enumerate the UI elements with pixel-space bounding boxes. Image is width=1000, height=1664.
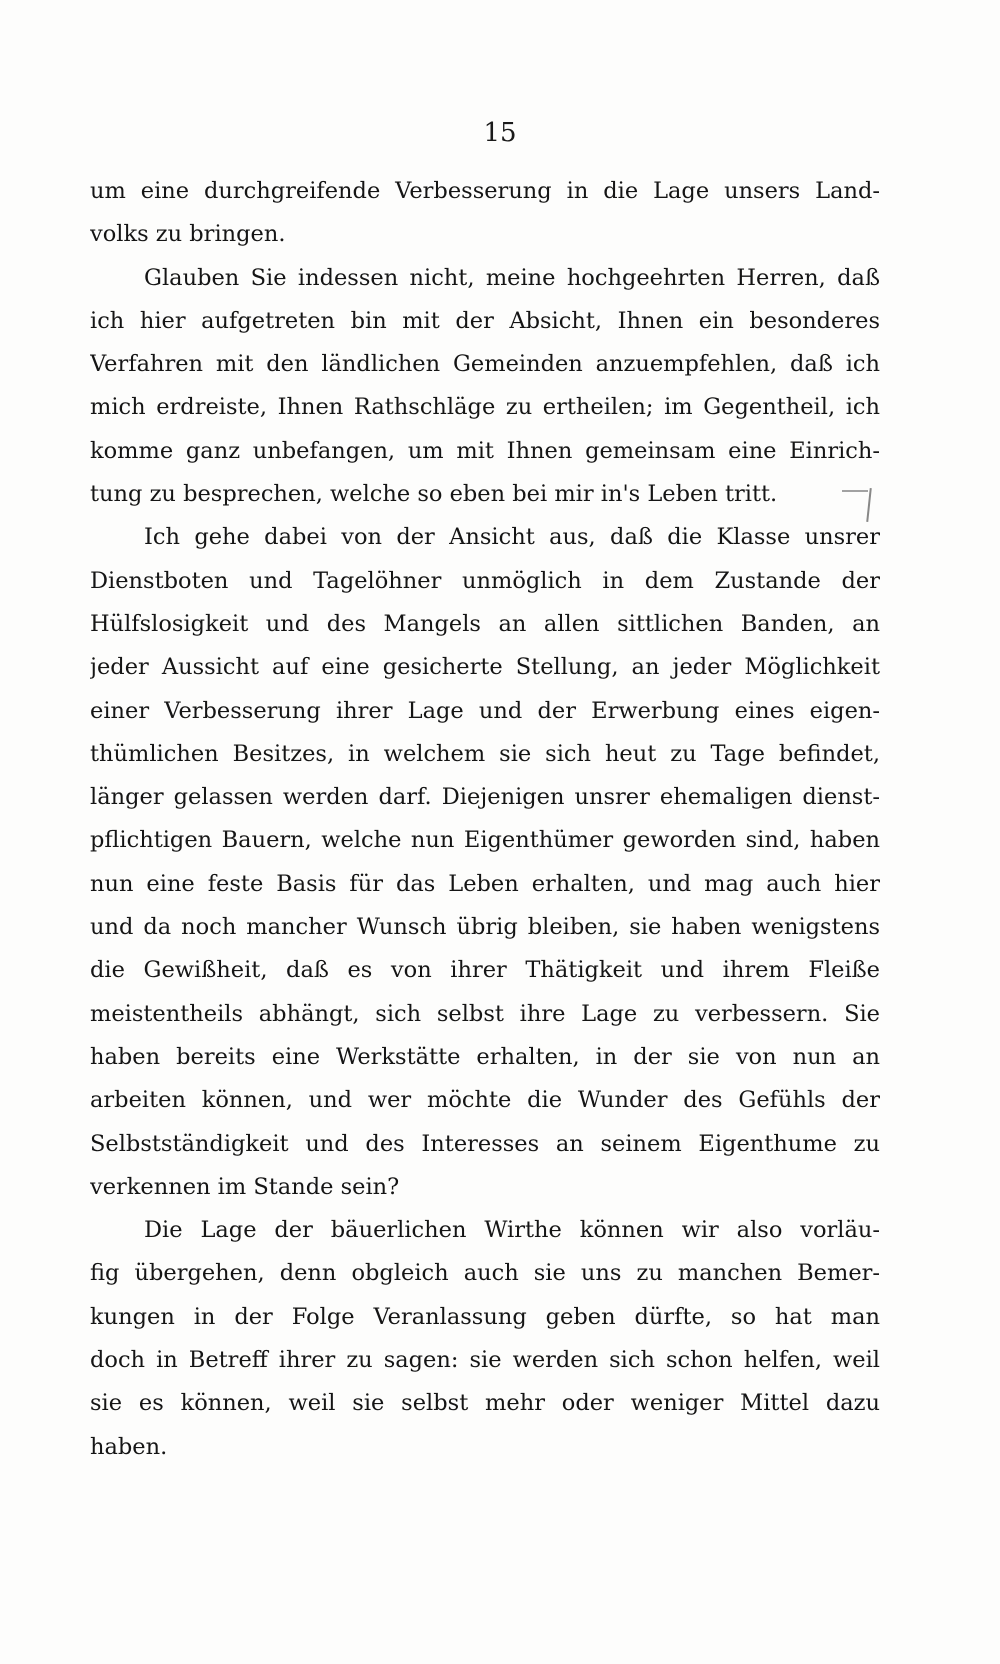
text-line: kungen in der Folge Veranlassung geben dürfte, so hat man xyxy=(90,1303,880,1330)
text-line: haben. xyxy=(90,1433,168,1460)
text-line: thümlichen Besitzes, in welchem sie sich heut zu Tage befindet, xyxy=(90,740,880,767)
text-line: komme ganz unbefangen, um mit Ihnen gemeinsam eine Einrich- xyxy=(90,437,880,464)
text-line: um eine durchgreifende Verbesserung in die Lage unsers Land- xyxy=(90,178,880,204)
text-line: die Gewißheit, daß es von ihrer Thätigkeit und ihrem Fleiße xyxy=(90,957,880,984)
text-line: pflichtigen Bauern, welche nun Eigenthümer geworden sind, haben xyxy=(90,827,880,854)
text-line: arbeiten können, und wer möchte die Wunder des Gefühls der xyxy=(90,1087,880,1114)
text-line: haben bereits eine Werkstätte erhalten, in der sie von nun an xyxy=(90,1043,880,1070)
text-line: Die Lage der bäuerlichen Wirthe können wir also vorläu- xyxy=(144,1217,880,1244)
text-line: Glauben Sie indessen nicht, meine hochgeehrten Herren, daß xyxy=(144,264,880,291)
text-line: verkennen im Stande sein? xyxy=(90,1173,400,1200)
body-text xyxy=(90,170,880,1469)
text-line: meistentheils abhängt, sich selbst ihre Lage zu verbessern. Sie xyxy=(90,1000,880,1027)
text-line: volks zu bringen. xyxy=(90,221,286,248)
text-line: länger gelassen werden darf. Diejenigen unsrer ehemaligen dienst- xyxy=(90,784,880,811)
text-line: fig übergehen, denn obgleich auch sie uns zu manchen Bemer- xyxy=(90,1260,880,1287)
text-line: nun eine feste Basis für das Leben erhalten, und mag auch hier xyxy=(90,870,880,897)
text-line: und da noch mancher Wunsch übrig bleiben, sie haben wenigstens xyxy=(90,914,880,941)
text-line: Selbstständigkeit und des Interesses an seinem Eigenthume zu xyxy=(90,1130,880,1157)
text-line: Verfahren mit den ländlichen Gemeinden anzuempfehlen, daß ich xyxy=(90,351,880,378)
text-line: mich erdreiste, Ihnen Rathschläge zu ertheilen; im Gegentheil, ich xyxy=(90,394,880,421)
text-line: Dienstboten und Tagelöhner unmöglich in dem Zustande der xyxy=(90,567,880,594)
text-line: einer Verbesserung ihrer Lage und der Erwerbung eines eigen- xyxy=(90,697,880,724)
text-line: Hülfslosigkeit und des Mangels an allen sittlichen Banden, an xyxy=(90,610,880,637)
page-number: 15 xyxy=(483,118,517,148)
text-line: tung zu besprechen, welche so eben bei mir in's Leben tritt. xyxy=(90,481,778,508)
text-line: doch in Betreff ihrer zu sagen: sie werden sich schon helfen, weil xyxy=(90,1347,880,1374)
text-line: jeder Aussicht auf eine gesicherte Stellung, an jeder Möglichkeit xyxy=(90,654,880,681)
text-line: Ich gehe dabei von der Ansicht aus, daß die Klasse unsrer xyxy=(144,524,880,551)
text-line: ich hier aufgetreten bin mit der Absicht, Ihnen ein besonderes xyxy=(90,307,880,334)
text-line: sie es können, weil sie selbst mehr oder weniger Mittel dazu xyxy=(90,1390,880,1417)
